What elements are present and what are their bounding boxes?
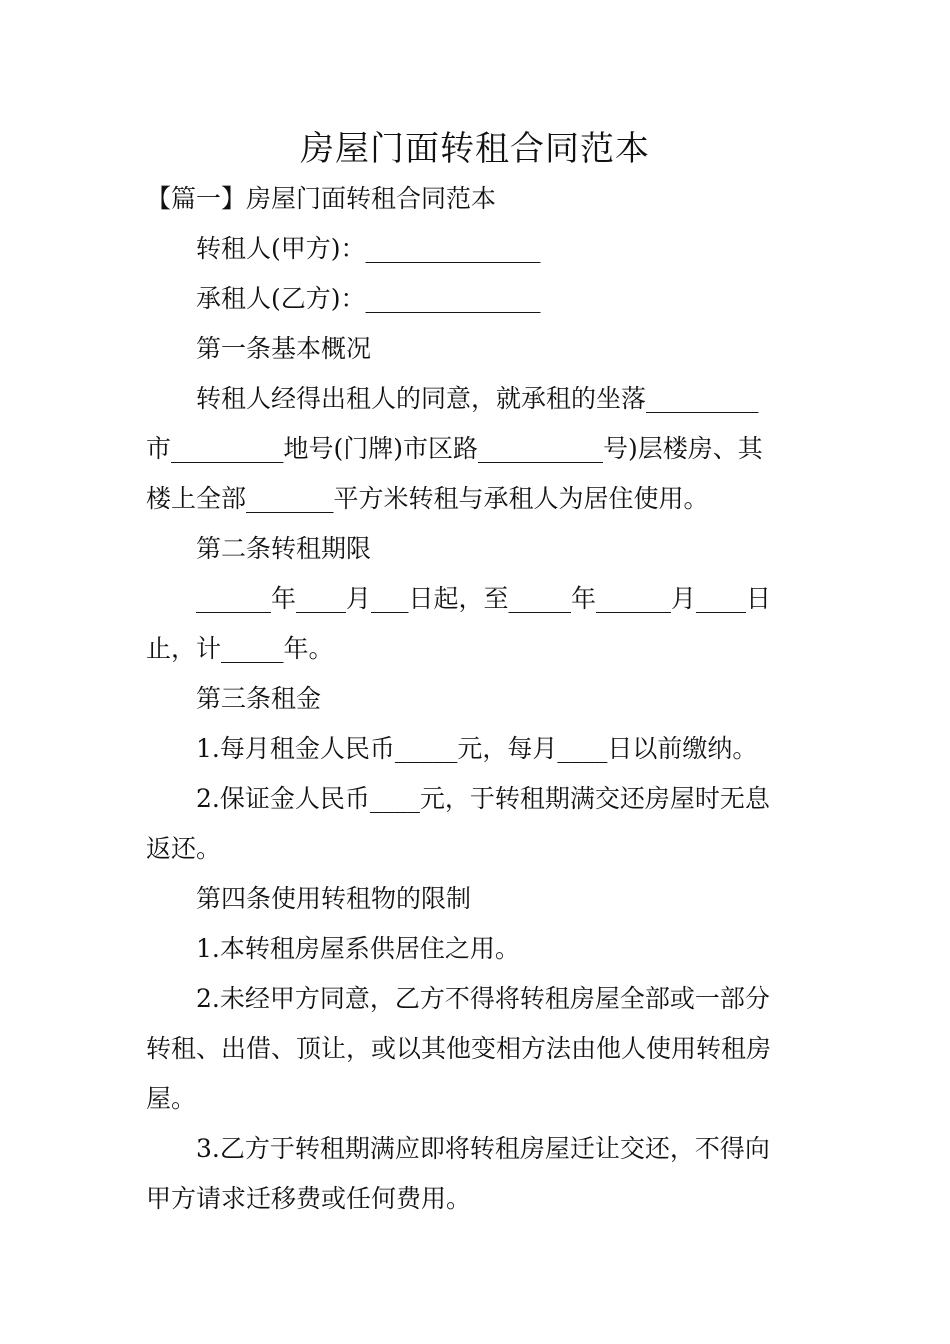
paragraph-line: 楼上全部_______平方米转租与承租人为居住使用。 xyxy=(146,484,709,513)
paragraph-line: ______年____月___日起，至_____年______月____日 xyxy=(196,584,772,613)
paragraph-line: 屋。 xyxy=(146,1084,197,1113)
paragraph-line: 市_________地号(门牌)市区路__________号)层楼房、其 xyxy=(146,434,763,463)
paragraph-line: 1.本转租房屋系供居住之用。 xyxy=(196,934,520,963)
party-a-line: 转租人(甲方)：______________ xyxy=(196,234,541,263)
paragraph-line: 返还。 xyxy=(146,834,222,863)
document-title: 房屋门面转租合同范本 xyxy=(300,129,650,169)
paragraph-line: 转租、出借、顶让，或以其他变相方法由他人使用转租房 xyxy=(146,1034,772,1063)
paragraph-line: 3.乙方于转租期满应即将转租房屋迁让交还，不得向 xyxy=(196,1134,770,1163)
article-heading: 第一条基本概况 xyxy=(196,334,372,363)
paragraph-line: 2.保证金人民币____元，于转租期满交还房屋时无息 xyxy=(196,784,770,813)
article-heading: 第二条转租期限 xyxy=(196,534,372,563)
paragraph-line: 2.未经甲方同意，乙方不得将转租房屋全部或一部分 xyxy=(196,984,770,1013)
article-heading: 第三条租金 xyxy=(196,684,322,713)
paragraph-line: 1.每月租金人民币_____元，每月____日以前缴纳。 xyxy=(196,734,758,763)
paragraph-line: 止，计_____年。 xyxy=(146,634,334,663)
paragraph-line: 转租人经得出租人的同意，就承租的坐落_________ xyxy=(196,384,759,413)
paragraph-line: 甲方请求迁移费或任何费用。 xyxy=(146,1184,472,1213)
article-heading: 第四条使用转租物的限制 xyxy=(196,884,472,913)
section-heading: 【篇一】房屋门面转租合同范本 xyxy=(146,184,497,213)
party-b-line: 承租人(乙方)：______________ xyxy=(196,284,541,313)
